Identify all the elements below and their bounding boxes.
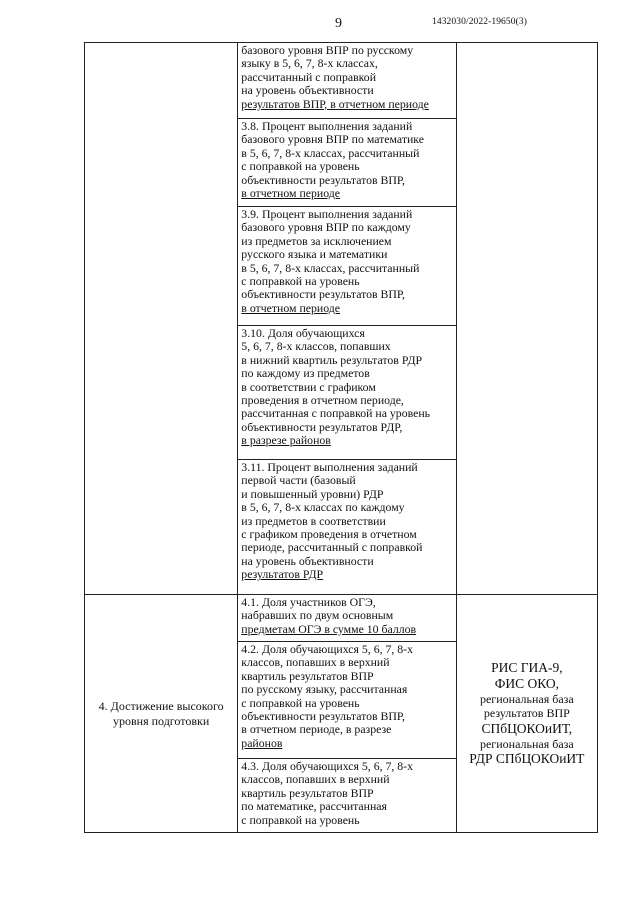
source-cell-empty <box>456 43 597 595</box>
source-cell: РИС ГИА-9, ФИС ОКО, региональная база результатов ВПР СПбЦОКОиИТ, региональная база РДР СПбЦОКОиИТ <box>456 595 597 833</box>
indicator-cell-4-1: 4.1. Доля участников ОГЭ, набравших по двум основным предметам ОГЭ в сумме 10 баллов <box>238 595 456 642</box>
indicator-cell-3-9: 3.9. Процент выполнения заданий базового уровня ВПР по каждому из предметов за исключением русского языка и математики в 5, 6, 7, 8-х классах, рассчитанный с поправкой на уровень объективности результатов ВПР, в отчетном периоде <box>238 207 456 326</box>
table-row <box>85 595 598 642</box>
document-id: 1432030/2022-19650(3) <box>432 17 527 27</box>
indicator-cell-4-3: 4.3. Доля обучающихся 5, 6, 7, 8-х классов, попавших в верхний квартиль результатов ВПР по математике, рассчитанная с поправкой на уровень <box>238 759 456 833</box>
indicator-cell-3-11: 3.11. Процент выполнения заданий первой части (базовый и повышенный уровни) РДР в 5, 6, 7, 8-х классах по каждому из предметов в соответствии с графиком проведения в отчетном периоде, рассчитанный с поправкой на уровень объективности результатов РДР <box>238 460 456 595</box>
indicators-table <box>84 42 598 833</box>
indicator-cell-3-7: базового уровня ВПР по русскому языку в 5, 6, 7, 8-х классах, рассчитанный с поправкой на уровень объективности результатов ВПР, в отчетном периоде <box>238 43 456 119</box>
indicator-cell-3-8: 3.8. Процент выполнения заданий базового уровня ВПР по математике в 5, 6, 7, 8-х классах, рассчитанный с поправкой на уровень объективности результатов ВПР, в отчетном периоде <box>238 119 456 207</box>
goal-cell: 4. Достижение высокого уровня подготовки <box>85 595 238 833</box>
goal-cell-empty <box>85 43 238 595</box>
indicator-cell-4-2: 4.2. Доля обучающихся 5, 6, 7, 8-х классов, попавших в верхний квартиль результатов ВПР по русскому языку, рассчитанная с поправкой на уровень объективности результатов ВПР, в отчетном периоде, в разрезе районов <box>238 642 456 759</box>
indicator-cell-3-10: 3.10. Доля обучающихся 5, 6, 7, 8-х классов, попавших в нижний квартиль результатов РДР по каждому из предметов в соответствии с графиком проведения в отчетном периоде, рассчитанная с поправкой на уровень объективности результатов РДР, в разрезе районов <box>238 326 456 460</box>
page-number: 9 <box>335 16 342 31</box>
table-row <box>85 43 598 119</box>
